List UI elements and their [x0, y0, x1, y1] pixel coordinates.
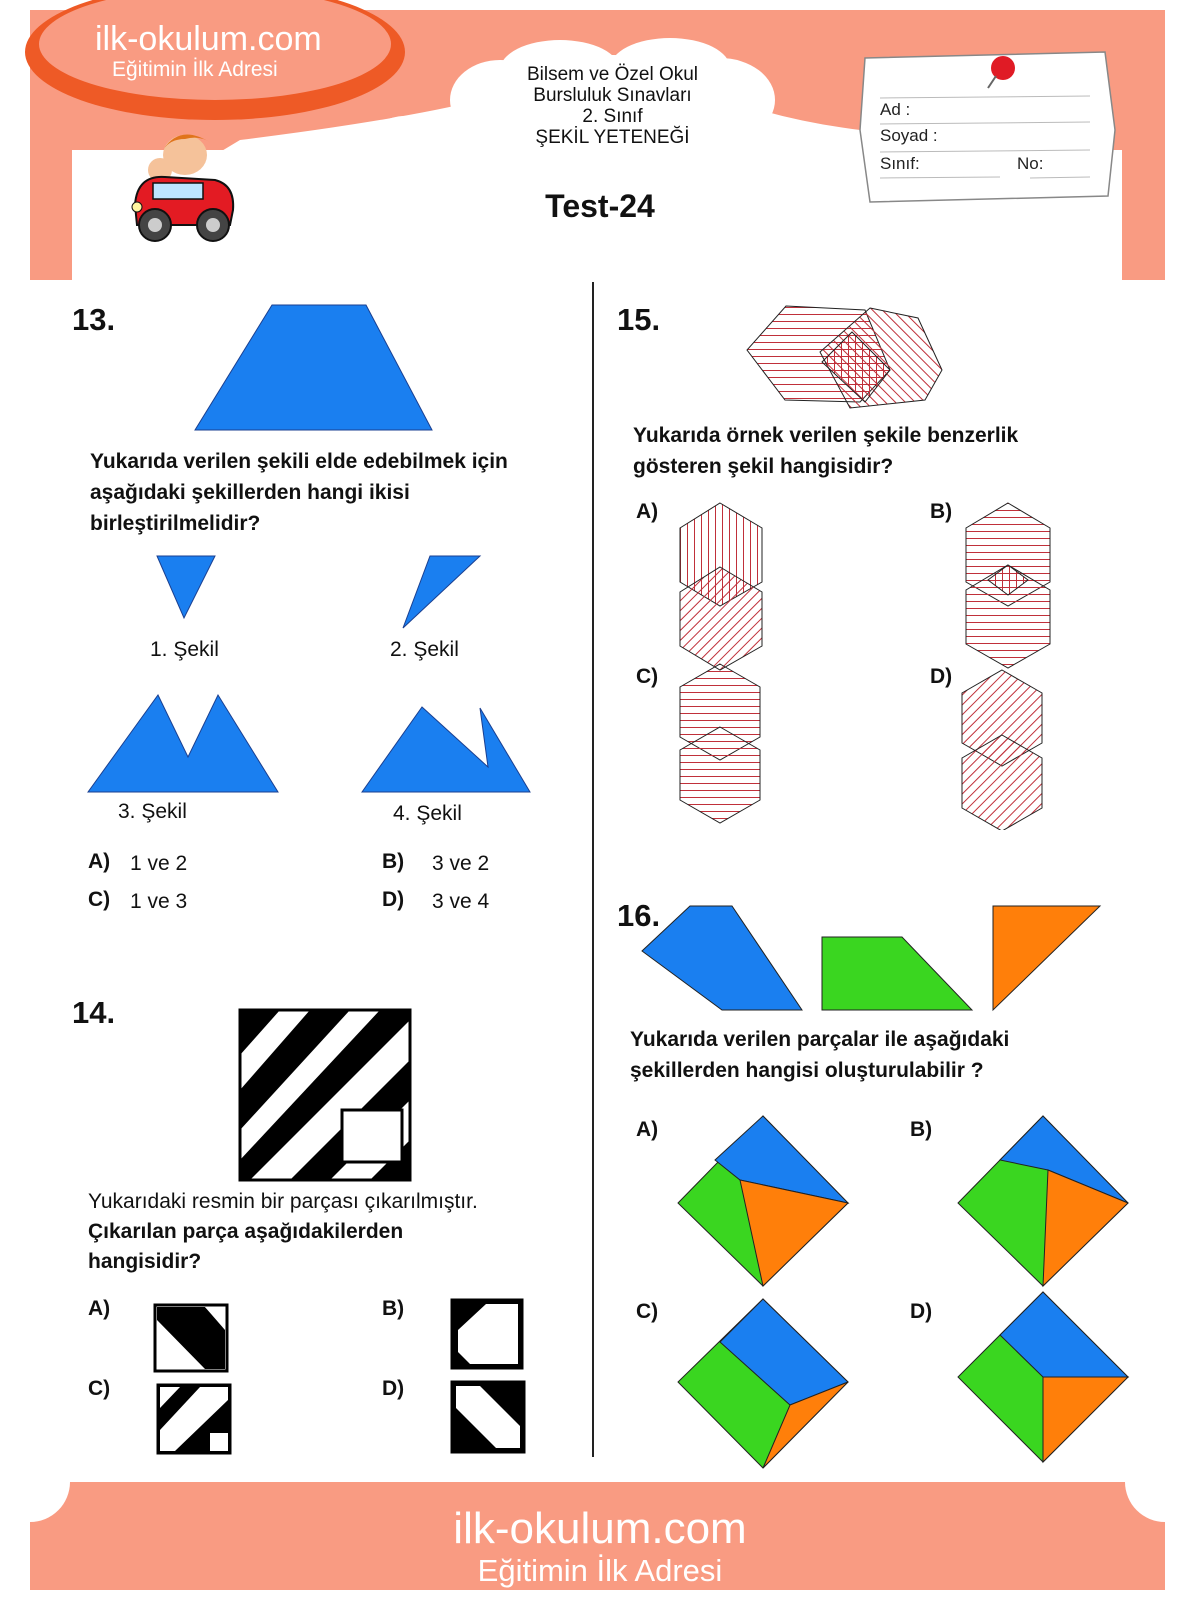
question-text-line: aşağıdaki şekillerden hangi ikisi [90, 481, 410, 504]
q14-option-d-figure[interactable] [452, 1382, 524, 1452]
question-text-line: şekillerden hangisi oluşturulabilir ? [630, 1059, 984, 1082]
q16-piece-blue [642, 906, 802, 1010]
q13-option-a-text[interactable]: 1 ve 2 [130, 852, 188, 875]
q15-option-a-figure[interactable] [680, 503, 762, 670]
footer-url[interactable]: ilk-okulum.com [453, 1504, 747, 1553]
question-text-line: birleştirilmelidir? [90, 512, 261, 535]
question-text-line: Yukarıda verilen parçalar ile aşağıdaki [630, 1028, 1010, 1051]
q14-option-b-figure[interactable] [452, 1300, 522, 1368]
q13-option-c-letter[interactable]: C) [88, 888, 111, 911]
q14-option-a-letter[interactable]: A) [88, 1297, 111, 1320]
q13-option-c-text[interactable]: 1 ve 3 [130, 890, 188, 913]
q15-option-d-letter[interactable]: D) [930, 665, 953, 688]
q16-option-d-figure[interactable] [958, 1292, 1128, 1462]
q16-option-b-letter[interactable]: B) [910, 1118, 933, 1141]
no-label: No: [1017, 154, 1044, 173]
q14-striped-square [240, 1010, 410, 1180]
cloud-line: 2. Sınıf [582, 106, 643, 127]
q15-option-d-figure[interactable] [962, 670, 1042, 830]
q15-example-figure [747, 306, 942, 408]
q13-option-a-letter[interactable]: A) [88, 850, 111, 873]
cloud-line: Bursluluk Sınavları [533, 85, 692, 106]
cloud-line: ŞEKİL YETENEĞİ [535, 127, 690, 148]
logo-url[interactable]: ilk-okulum.com [95, 20, 322, 58]
question-text-line: Yukarıda verilen şekili elde edebilmek için [90, 450, 508, 473]
question-14-text-2: Çıkarılan parça aşağıdakilerden [88, 1220, 404, 1243]
q13-option-d-text[interactable]: 3 ve 4 [432, 890, 490, 913]
q16-option-c-letter[interactable]: C) [636, 1300, 659, 1323]
q14-option-c-letter[interactable]: C) [88, 1377, 111, 1400]
question-14-text-3: hangisidir? [88, 1250, 202, 1273]
shape-label: 3. Şekil [118, 800, 187, 823]
question-16-text [630, 1024, 1170, 1086]
q15-option-b-letter[interactable]: B) [930, 500, 953, 523]
q13-option-b-text[interactable]: 3 ve 2 [432, 852, 490, 875]
cloud-line: Bilsem ve Özel Okul [526, 64, 699, 85]
name-label: Ad : [880, 100, 911, 119]
shape-label: 1. Şekil [150, 638, 219, 661]
question-15-text [633, 420, 1173, 482]
q16-option-a-figure[interactable] [678, 1116, 848, 1286]
question-text-line: Yukarıda örnek verilen şekile benzerlik [633, 424, 1019, 447]
question-14-number: 14. [72, 995, 116, 1030]
test-title: Test-24 [545, 188, 655, 224]
question-15-number: 15. [617, 302, 661, 337]
q15-option-c-figure[interactable] [680, 664, 760, 823]
q16-option-d-letter[interactable]: D) [910, 1300, 933, 1323]
q14-option-d-letter[interactable]: D) [382, 1377, 405, 1400]
question-14-text-1: Yukarıdaki resmin bir parçası çıkarılmıştır. [88, 1190, 478, 1213]
q16-piece-green [822, 937, 972, 1010]
question-text-line: gösteren şekil hangisidir? [633, 455, 894, 478]
shape-label: 4. Şekil [393, 802, 462, 825]
shape-label: 2. Şekil [390, 638, 459, 661]
q15-option-b-figure[interactable] [966, 503, 1050, 668]
footer-tagline: Eğitimin İlk Adresi [477, 1553, 723, 1588]
q16-piece-orange [993, 906, 1100, 1010]
question-13-number: 13. [72, 302, 116, 337]
q14-option-b-letter[interactable]: B) [382, 1297, 405, 1320]
q13-option-d-letter[interactable]: D) [382, 888, 405, 911]
logo-tagline: Eğitimin İlk Adresi [112, 58, 278, 81]
q13-option-b-letter[interactable]: B) [382, 850, 405, 873]
surname-label: Soyad : [880, 126, 938, 145]
q16-option-c-figure[interactable] [678, 1299, 848, 1468]
q16-figures [600, 890, 1200, 1470]
q15-figures [600, 290, 1200, 830]
q15-option-a-letter[interactable]: A) [636, 500, 659, 523]
class-label: Sınıf: [880, 154, 920, 173]
q14-option-c-figure[interactable] [158, 1385, 230, 1453]
q15-option-c-letter[interactable]: C) [636, 665, 659, 688]
q14-option-a-figure[interactable] [155, 1305, 227, 1371]
question-16-number: 16. [617, 898, 661, 933]
q16-option-b-figure[interactable] [958, 1116, 1128, 1286]
q16-option-a-letter[interactable]: A) [636, 1118, 659, 1141]
